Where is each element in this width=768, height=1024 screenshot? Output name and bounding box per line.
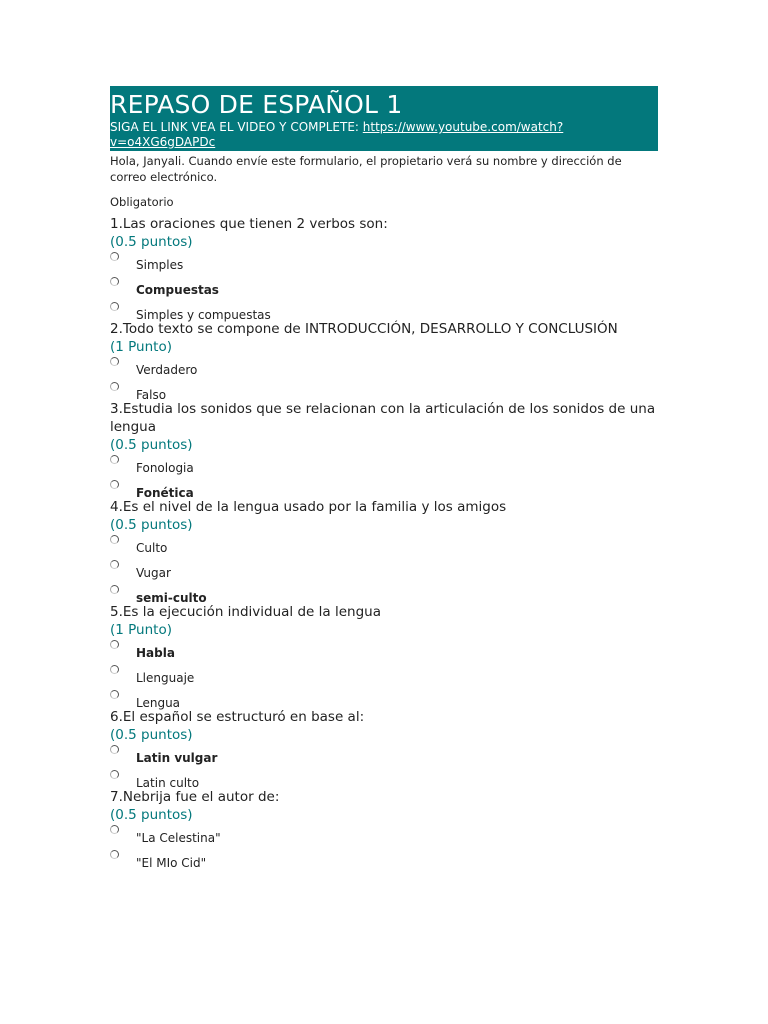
option-label: Fonologia [136,461,194,475]
radio-button[interactable] [110,357,119,366]
answer-option[interactable] [110,690,658,715]
radio-button[interactable] [110,480,119,489]
option-label: Simples [136,258,184,272]
answer-option[interactable] [110,357,658,382]
option-label: Llenguaje [136,671,195,685]
question-5 [110,603,658,715]
answer-option[interactable] [110,480,658,505]
question-1 [110,215,658,327]
form-subtitle [110,120,658,150]
option-label: Falso [136,388,167,402]
answer-option[interactable] [110,825,658,850]
answer-option[interactable] [110,277,658,302]
question-6 [110,708,658,795]
option-label: Fonética [136,486,194,500]
question-text: 2.Todo texto se compone de INTRODUCCIÓN, DESARROLLO Y CONCLUSIÓN [110,321,618,337]
answer-option[interactable] [110,455,658,480]
answer-option[interactable] [110,560,658,585]
answer-option[interactable] [110,535,658,560]
option-label: Vugar [136,566,171,580]
radio-button[interactable] [110,302,119,311]
option-label: Latin vulgar [136,751,218,765]
question-points: (0.5 puntos) [110,234,193,250]
answer-option[interactable] [110,665,658,690]
required-label: Obligatorio [110,195,174,209]
answer-option[interactable] [110,252,658,277]
radio-button[interactable] [110,252,119,261]
question-2 [110,320,658,407]
answer-option[interactable] [110,302,658,327]
answer-option[interactable] [110,745,658,770]
question-list [110,215,658,875]
question-points: (0.5 puntos) [110,517,193,533]
identity-notice: Hola, Janyali. Cuando envíe este formulario, el propietario verá su nombre y dirección de correo electrónico. [110,154,622,184]
radio-button[interactable] [110,640,119,649]
radio-button[interactable] [110,535,119,544]
video-link-continued[interactable]: v=o4XG6gDAPDc [110,135,216,149]
question-points: (0.5 puntos) [110,727,193,743]
answer-option[interactable] [110,770,658,795]
answer-option[interactable] [110,585,658,610]
radio-button[interactable] [110,745,119,754]
question-7 [110,788,658,875]
option-label: Compuestas [136,283,219,297]
radio-button[interactable] [110,770,119,779]
radio-button[interactable] [110,825,119,834]
option-label: Verdadero [136,363,198,377]
question-text: 5.Es la ejecución individual de la lengua [110,604,381,620]
radio-button[interactable] [110,455,119,464]
question-text: 1.Las oraciones que tienen 2 verbos son: [110,216,388,232]
question-text: 3.Estudia los sonidos que se relacionan con la articulación de los sonidos de una lengua [110,401,656,435]
radio-button[interactable] [110,850,119,859]
radio-button[interactable] [110,585,119,594]
question-4 [110,498,658,610]
question-text: 4.Es el nivel de la lengua usado por la familia y los amigos [110,499,507,515]
question-points: (1 Punto) [110,622,172,638]
form-header [110,86,658,151]
radio-button[interactable] [110,665,119,674]
question-text: 7.Nebrija fue el autor de: [110,789,280,805]
question-points: (0.5 puntos) [110,437,193,453]
option-label: "La Celestina" [136,831,221,845]
answer-option[interactable] [110,382,658,407]
question-points: (0.5 puntos) [110,807,193,823]
question-points: (1 Punto) [110,339,172,355]
option-label: Habla [136,646,175,660]
option-label: semi-culto [136,591,207,605]
subtitle-text: SIGA EL LINK VEA EL VIDEO Y COMPLETE: [110,120,363,134]
question-text: 6.El español se estructuró en base al: [110,709,365,725]
option-label: Culto [136,541,168,555]
option-label: "El MIo Cid" [136,856,207,870]
answer-option[interactable] [110,640,658,665]
option-label: Simples y compuestas [136,308,271,322]
radio-button[interactable] [110,690,119,699]
form-page [110,86,658,875]
radio-button[interactable] [110,560,119,569]
radio-button[interactable] [110,277,119,286]
form-title: REPASO DE ESPAÑOL 1 [110,90,403,119]
radio-button[interactable] [110,382,119,391]
answer-option[interactable] [110,850,658,875]
option-label: Lengua [136,696,181,710]
option-label: Latin culto [136,776,200,790]
video-link[interactable]: https://www.youtube.com/watch? [362,120,564,134]
question-3 [110,400,658,505]
